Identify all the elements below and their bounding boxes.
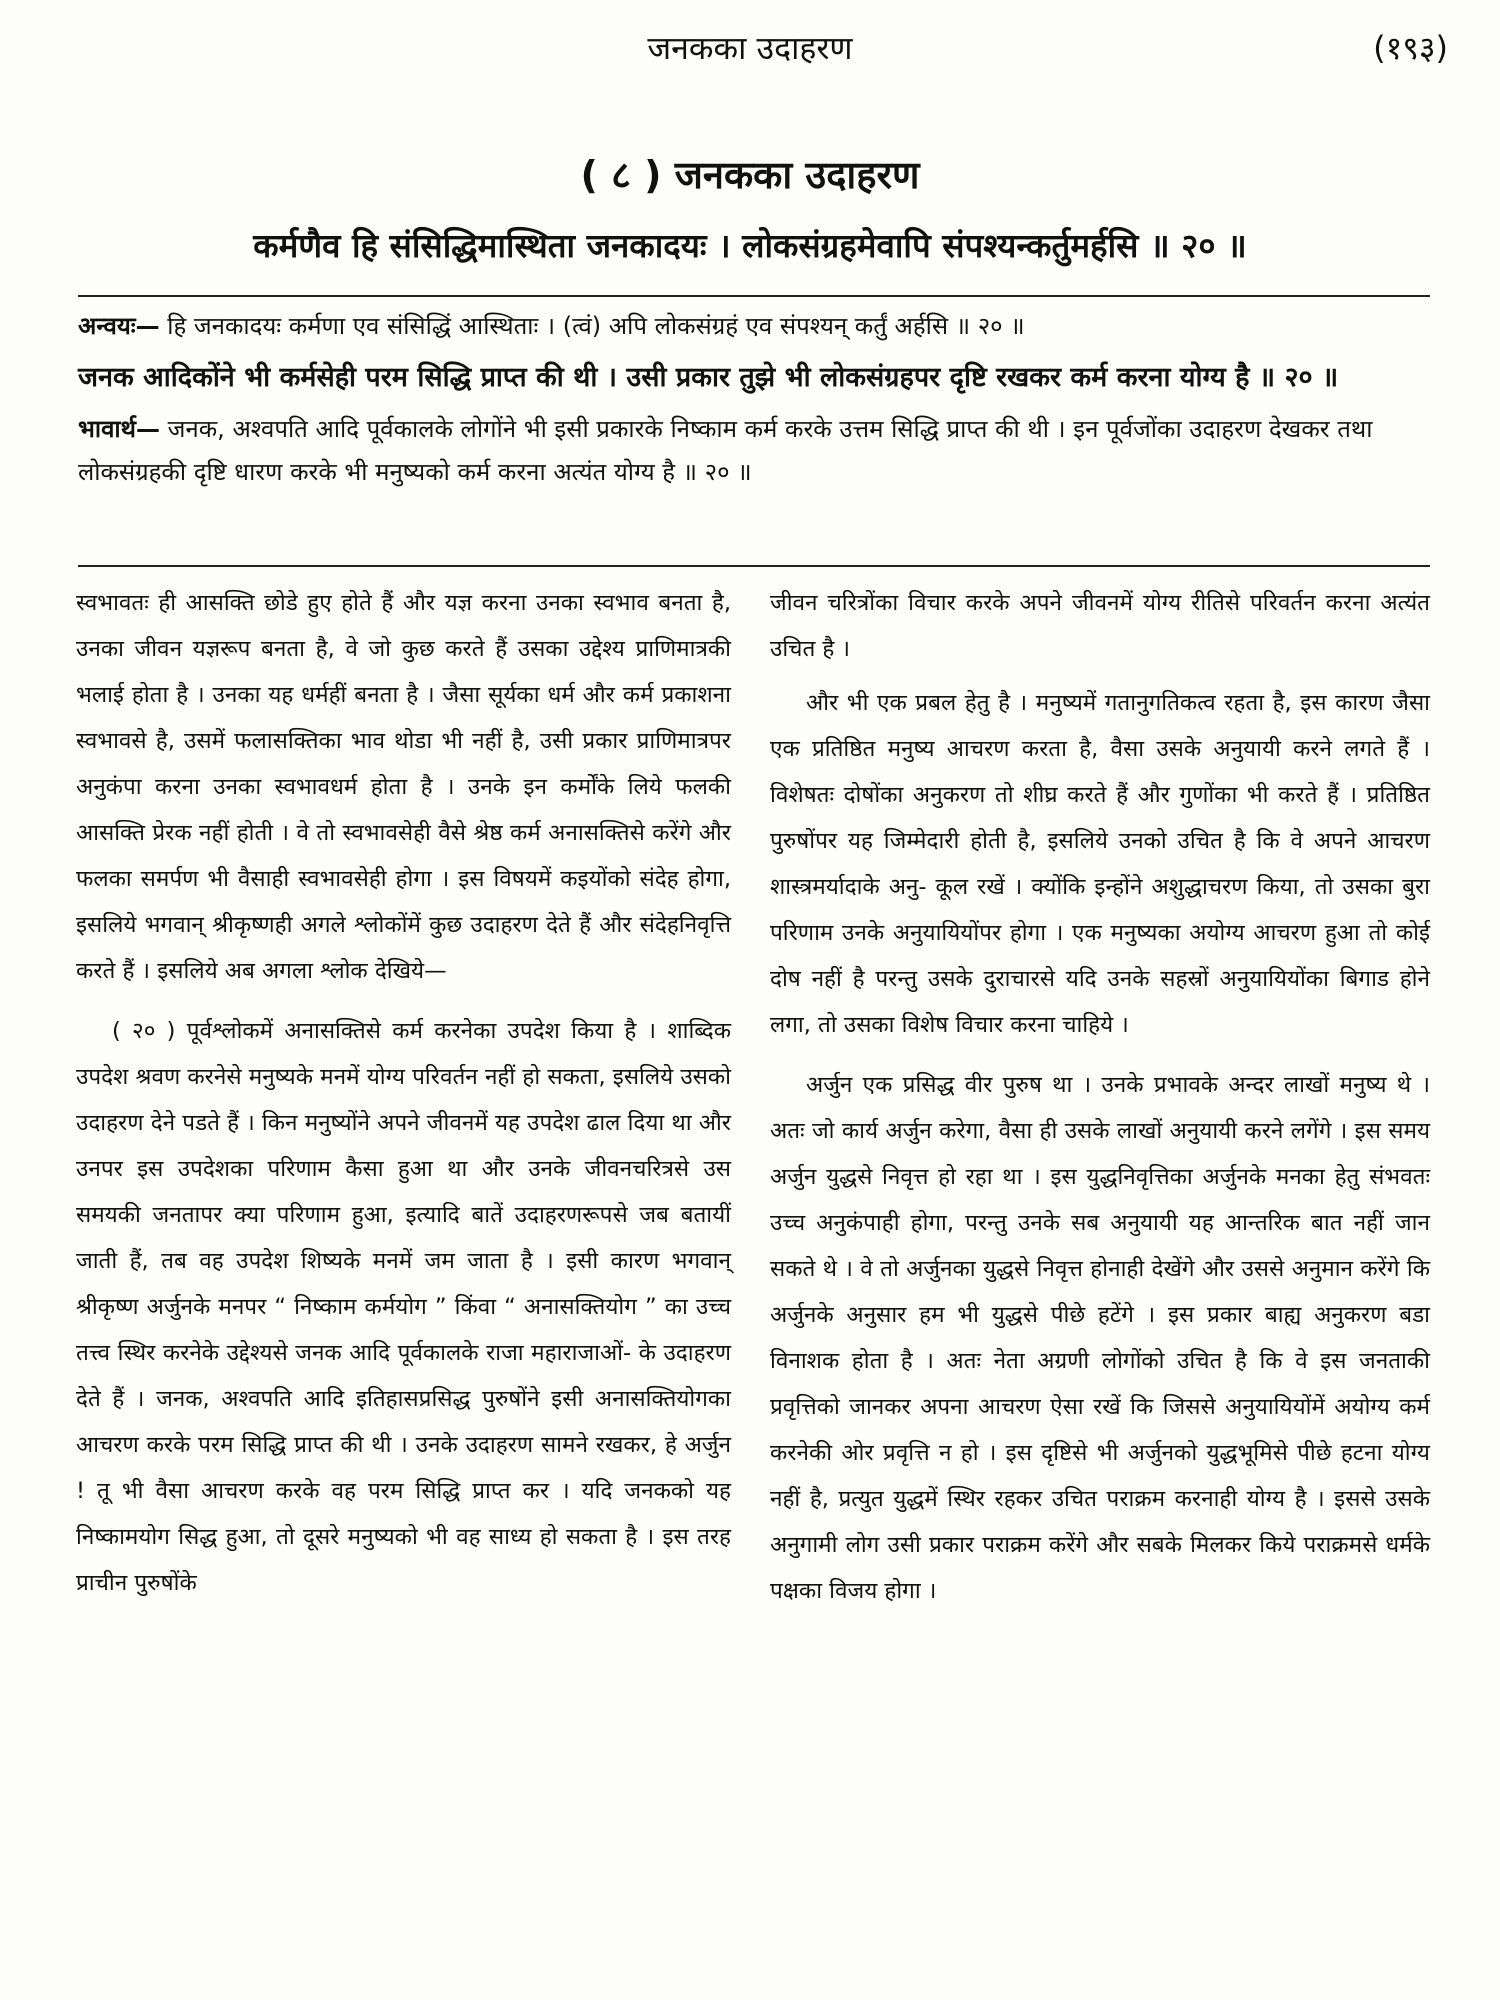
divider-bottom <box>78 565 1430 567</box>
page-number: (१९३) <box>1373 29 1448 67</box>
bhavarth-text: जनक, अश्वपति आदि पूर्वकालके लोगोंने भी इसी प्रकारके निष्काम कर्म करके उत्तम सिद्धि प्राप्त की थी । इन पूर्वजोंका उदाहरण देखकर तथा लोकसंग्रहकी दृष्टि धारण करके भी मनुष्यको कर्म करना अत्यंत योग्य है ॥ २० ॥ <box>78 415 1373 486</box>
section-title: ( ८ ) जनकका उदाहरण <box>580 153 920 197</box>
divider-top <box>78 295 1430 297</box>
bhavarth-paragraph <box>78 408 1428 494</box>
right-paragraph-2: और भी एक प्रबल हेतु है । मनुष्यमें गतानुगतिकत्व रहता है, इस कारण जैसा एक प्रतिष्ठित मनुष्य आचरण करता है, वैसा उसके अनुयायी करने लगते हैं । विशेषतः दोषोंका अनुकरण तो शीघ्र करते हैं और गुणोंका भी करते हैं । प्रतिष्ठित पुरुषोंपर यह जिम्मेदारी होती है, इसलिये उनको उचित है कि वे अपने आचरण शास्त्रमर्यादाके अनु- कूल रखें । क्योंकि इन्होंने अशुद्धाचरण किया, तो उसका बुरा परिणाम उनके अनुयायियोंपर होगा । एक मनुष्यका अयोग्य आचरण हुआ तो कोई दोष नहीं है परन्तु उसके दुराचारसे यदि उनके सहस्रों अनुयायियोंका बिगाड होने लगा, तो उसका विशेष विचार करना चाहिये । <box>770 690 1430 1038</box>
running-head <box>0 22 1500 70</box>
left-column <box>76 580 731 1614</box>
left-paragraph-1: स्वभावतः ही आसक्ति छोडे हुए होते हैं और यज्ञ करना उनका स्वभाव बनता है, उनका जीवन यज्ञरूप बनता है, वे जो कुछ करते हैं उसका उद्देश्य प्राणिमात्रकी भलाई होता है । उनका यह धर्महीं बनता है । जैसा सूर्यका धर्म और कर्म प्रकाशना स्वभावसे है, उसमें फलासक्तिका भाव थोडा भी नहीं है, उसी प्रकार प्राणिमात्रपर अनुकंपा करना उनका स्वभावधर्म होता है । उनके इन कर्मोंके लिये फलकी आसक्ति प्रेरक नहीं होती । वे तो स्वभावसेही वैसे श्रेष्ठ कर्म अनासक्तिसे करेंगे और फलका समर्पण भी वैसाही स्वभावसेही होगा । इस विषयमें कइयोंको संदेह होगा, इसलिये भगवान् श्रीकृष्णही अगले श्लोकोंमें कुछ उदाहरण देते हैं और संदेहनिवृत्ति करते हैं । इसलिये अब अगला श्लोक देखिये— <box>76 590 731 984</box>
running-title: जनकका उदाहरण <box>647 29 853 67</box>
verse-meaning: जनक आदिकोंने भी कर्मसेही परम सिद्धि प्राप्त की थी । उसी प्रकार तुझे भी लोकसंग्रहपर दृष्टि रखकर कर्म करना योग्य है ॥ २० ॥ <box>78 362 1339 393</box>
right-paragraph-1: जीवन चरित्रोंका विचार करके अपने जीवनमें योग्य रीतिसे परिवर्तन करना अत्यंत उचित है । <box>770 590 1430 662</box>
verse-commentary-header <box>78 305 1428 500</box>
anvay-paragraph <box>78 305 1428 348</box>
right-column <box>770 580 1430 1622</box>
anvay-label: अन्वयः— <box>78 312 160 340</box>
bhavarth-label: भावार्थ— <box>78 415 160 443</box>
right-paragraph-3: अर्जुन एक प्रसिद्ध वीर पुरुष था । उनके प्रभावके अन्दर लाखों मनुष्य थे । अतः जो कार्य अर्जुन करेगा, वैसा ही उसके लाखों अनुयायी करने लगेंगे । इस समय अर्जुन युद्धसे निवृत्त हो रहा था । इस युद्धनिवृत्तिका अर्जुनके मनका हेतु संभवतः उच्च अनुकंपाही होगा, परन्तु उनके सब अनुयायी यह आन्तरिक बात नहीं जान सकते थे । वे तो अर्जुनका युद्धसे निवृत्त होनाही देखेंगे और उससे अनुमान करेंगे कि अर्जुनके अनुसार हम भी युद्धसे पीछे हटेंगे । इस प्रकार बाह्य अनुकरण बडा विनाशक होता है । अतः नेता अग्रणी लोगोंको उचित है कि वे इस जनताकी प्रवृत्तिको जानकर अपना आचरण ऐसा रखें कि जिससे अनुयायियोंमें अयोग्य कर्म करनेकी ओर प्रवृत्ति न हो । इस दृष्टिसे भी अर्जुनको युद्धभूमिसे पीछे हटना योग्य नहीं है, प्रत्युत युद्धमें स्थिर रहकर उचित पराक्रम करनाही योग्य है । इससे उसके अनुगामी लोग उसी प्रकार पराक्रम करेंगे और सबके मिलकर किये पराक्रमसे धर्मके पक्षका विजय होगा । <box>770 1072 1430 1604</box>
anvay-text: हि जनकादयः कर्मणा एव संसिद्धिं आस्थिताः । (त्वं) अपि लोकसंग्रहं एव संपश्यन् कर्तुं अर्हसि ॥ २० ॥ <box>167 312 1025 340</box>
sanskrit-verse: कर्मणैव हि संसिद्धिमास्थिता जनकादयः । लोकसंग्रहमेवापि संपश्यन्कर्तुमर्हसि ॥ २० ॥ <box>253 226 1247 265</box>
left-paragraph-2: ( २० ) पूर्वश्लोकमें अनासक्तिसे कर्म करनेका उपदेश किया है । शाब्दिक उपदेश श्रवण करनेसे मनुष्यके मनमें योग्य परिवर्तन नहीं हो सकता, इसलिये उसको उदाहरण देने पडते हैं । किन मनुष्योंने अपने जीवनमें यह उपदेश ढाल दिया था और उनपर इस उपदेशका परिणाम कैसा हुआ था और उनके जीवनचरित्रसे उस समयकी जनतापर क्या परिणाम हुआ, इत्यादि बातें उदाहरणरूपसे जब बतायीं जाती हैं, तब वह उपदेश शिष्यके मनमें जम जाता है । इसी कारण भगवान् श्रीकृष्ण अर्जुनके मनपर “ निष्काम कर्मयोग ” किंवा “ अनासक्तियोग ” का उच्च तत्त्व स्थिर करनेके उद्देश्यसे जनक आदि पूर्वकालके राजा महाराजाओं- के उदाहरण देते हैं । जनक, अश्वपति आदि इतिहासप्रसिद्ध पुरुषोंने इसी अनासक्तियोगका आचरण करके परम सिद्धि प्राप्त की थी । उनके उदाहरण सामने रखकर, हे अर्जुन ! तू भी वैसा आचरण करके वह परम सिद्धि प्राप्त कर । यदि जनकको यह निष्कामयोग सिद्ध हुआ, तो दूसरे मनुष्यको भी वह साध्य हो सकता है । इस तरह प्राचीन पुरुषोंके <box>76 1018 731 1596</box>
